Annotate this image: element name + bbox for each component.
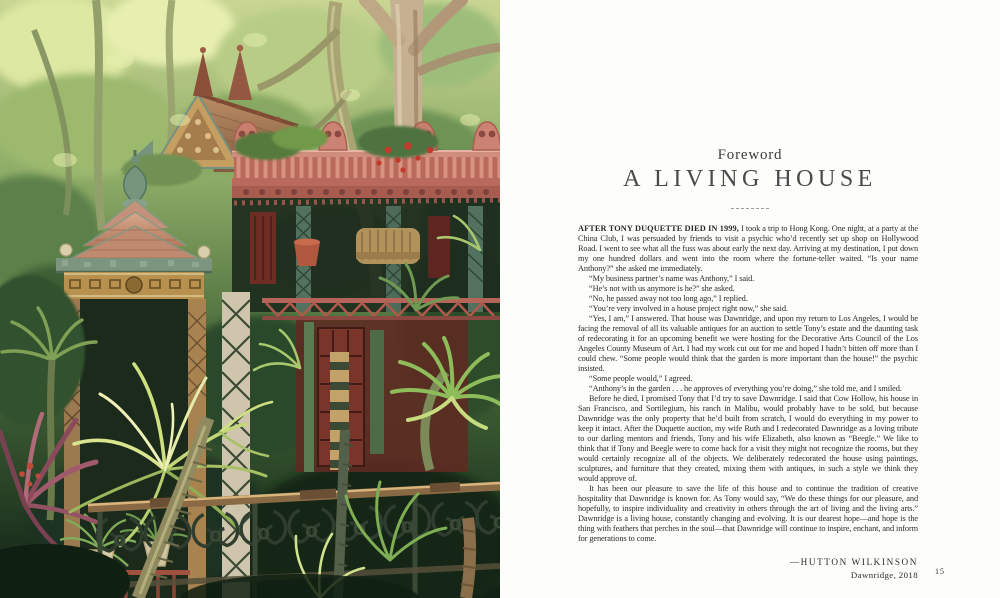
foreword-paragraph: “Yes, I am,” I answered. That house was Dawnridge, and upon my return to Los Angeles, I would be facing the removal of all its valuable antiques for an auction to settle Tony’s estate and the daunting task of redecorating it for an upcoming benefit we were hosting for the Decorative Arts Council of the Los Angeles County Museum of Art. I had my work cut out for me and hoped I hadn’t bitten off more than I could chew. “Some people would think that the garden is more important than the house!” the psychic insisted.: [578, 314, 918, 373]
foreword-paragraph: It has been our pleasure to save the life of this house and to continue the tradition of creative hospitality that Dawnridge is known for. As Tony would say, “We do these things for our pleasure, and hopefully, to inspire individuality and creativity in others through the art of living and the living arts.” Dawnridge is a living house, constantly changing and evolving. It is our dearest hope—and hope is the thing with feathers that perches in the soul—that Dawnridge will continue to inspire, enchant, and inform for generations to come.: [578, 484, 918, 543]
page-title: A LIVING HOUSE: [623, 166, 877, 192]
right-page: [500, 0, 1000, 598]
paragraph-lead-in: AFTER TONY DUQUETTE DIED IN 1999,: [578, 224, 739, 233]
foreword-paragraph: “You’re very involved in a house project right now,” she said.: [589, 304, 788, 313]
foreword-paragraph: “He’s not with us anymore is he?” she asked.: [589, 284, 735, 293]
foreword-paragraph: Before he died, I promised Tony that I’d try to save Dawnridge. I said that Cow Hollow, his house in San Francisco, and Sortilegium, his ranch in Malibu, would probably have to be sold, but because Dawnridge was the only property that he’d built from scratch, I would do everything in my power to keep it intact. After the Duquette auction, my wife Ruth and I redecorated Dawnridge as a loving tribute to our darling mentors and friends, Tony and his wife Elizabeth, also known as “Beegle.” We like to think that if Tony and Beegle were to come back for a visit they might not recognize the rooms, but they would certainly recognize all of the objects. We deliberately redecorated the house using paintings, sculptures, and furniture that they created, mixing them with antiques, in such a style we think they would approve of.: [578, 394, 918, 483]
foreword-paragraph: “Anthony’s in the garden . . . he approves of everything you’re doing,” she told me, and I smiled.: [589, 384, 902, 393]
signature-block: [578, 557, 918, 580]
dotted-divider: [731, 208, 769, 209]
foreword-paragraph: “My business partner’s name was Anthony,” I said.: [589, 274, 755, 283]
masthead: [500, 147, 1000, 209]
foreword-paragraphs: [578, 224, 918, 544]
foreword-paragraph: “Some people would,” I agreed.: [589, 374, 693, 383]
page-number: 15: [935, 567, 945, 576]
foreword-body: [578, 224, 918, 580]
foreword-paragraph: “No, he passed away not too long ago,” I replied.: [589, 294, 748, 303]
foreword-paragraph: AFTER TONY DUQUETTE DIED IN 1999, I took a trip to Hong Kong. One night, at a party at the China Club, I was persuaded by friends to visit a psychic who’d recently set up shop on Hollywood Road. I went to see what all the fuss was about early the next day. Arriving at my destination, I put down my one hundred dollars and went into the room where the fortune-teller waited. “Is your name Anthony?” she asked me immediately.: [578, 224, 918, 273]
signature-place-date: Dawnridge, 2018: [850, 569, 918, 580]
section-label: Foreword: [717, 147, 783, 163]
signature-name: —HUTTON WILKINSON: [789, 557, 918, 567]
